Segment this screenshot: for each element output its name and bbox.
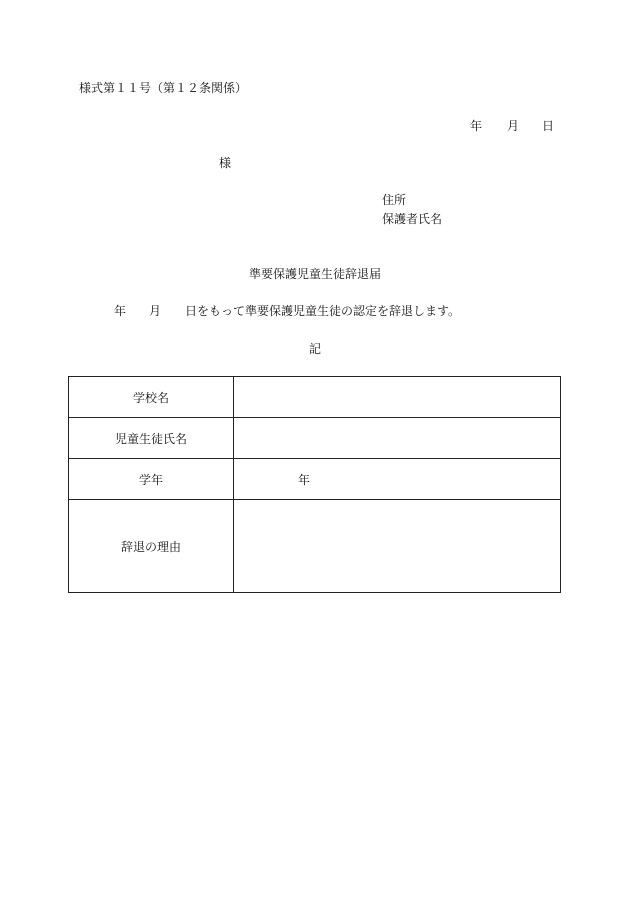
record-mark: 記 <box>308 342 321 356</box>
address-label: 住所 <box>382 193 407 207</box>
reason-label: 辞退の理由 <box>69 500 234 593</box>
statement-month-label: 月 <box>149 304 162 318</box>
date-month-label: 月 <box>507 119 520 133</box>
date-year-label: 年 <box>470 119 483 133</box>
student-name-field[interactable] <box>234 418 561 459</box>
table-row-school <box>69 377 561 418</box>
grade-label: 学年 <box>69 459 234 500</box>
guardian-name-label: 保護者氏名 <box>382 212 443 226</box>
document-title: 準要保護児童生徒辞退届 <box>248 267 381 281</box>
reason-field[interactable] <box>234 500 561 593</box>
school-name-label: 学校名 <box>69 377 234 418</box>
student-name-label: 児童生徒氏名 <box>69 418 234 459</box>
school-name-field[interactable] <box>234 377 561 418</box>
table-row-student <box>69 418 561 459</box>
form-number-label: 様式第１１号（第１２条関係） <box>79 81 248 95</box>
statement-year-label: 年 <box>114 304 127 318</box>
statement-text: 日をもって準要保護児童生徒の認定を辞退します。 <box>185 304 461 318</box>
addressee-honorific: 様 <box>219 156 232 170</box>
date-day-label: 日 <box>542 119 555 133</box>
info-table <box>68 376 561 593</box>
table-row-reason <box>69 500 561 593</box>
grade-field[interactable]: 年 <box>234 459 561 500</box>
table-row-grade <box>69 459 561 500</box>
